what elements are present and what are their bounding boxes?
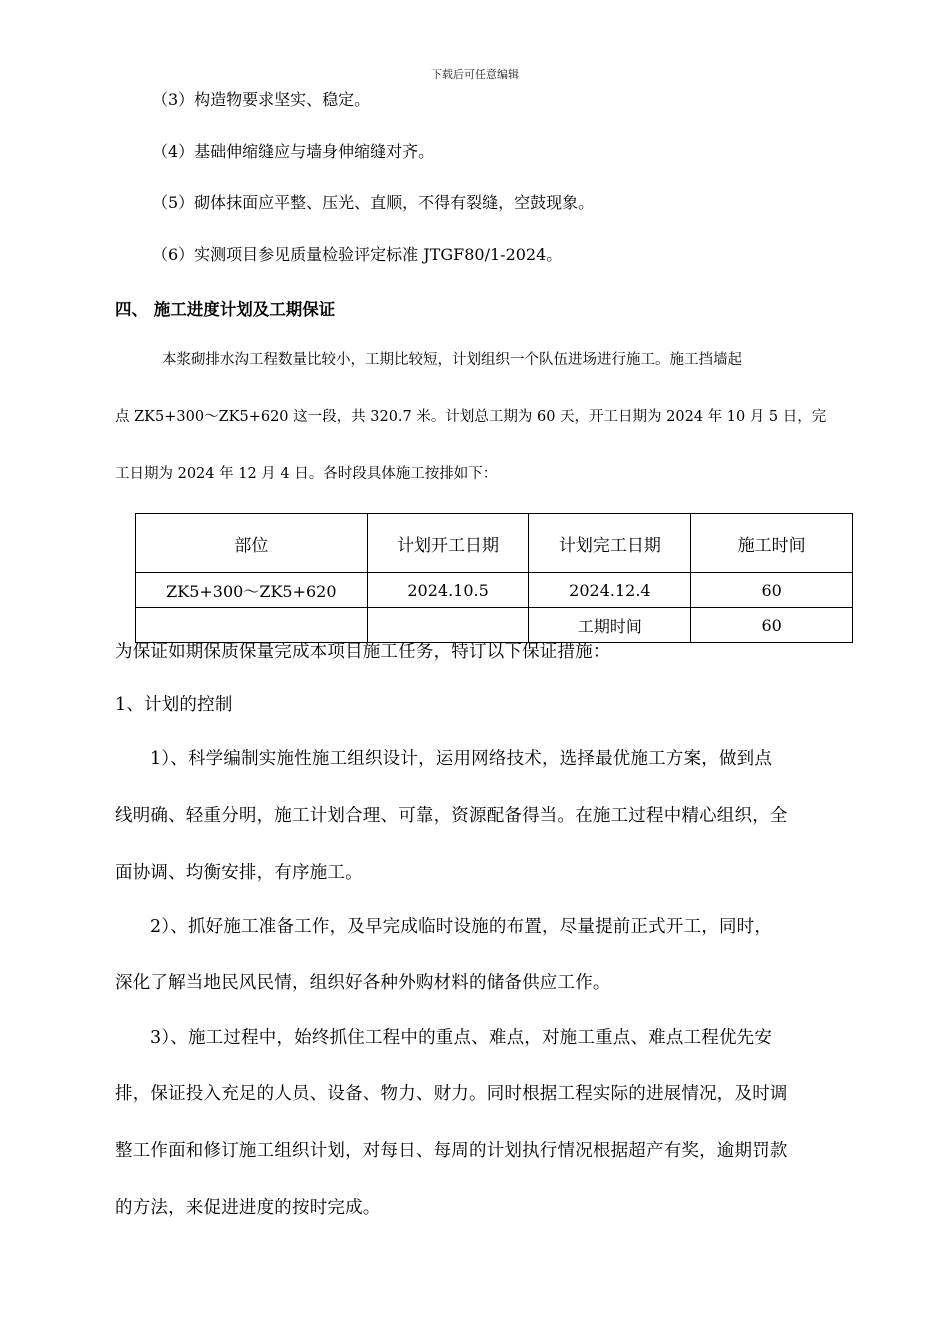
paragraph-line: 工日期为 2024 年 12 月 4 日。各时段具体施工按排如下： (115, 466, 498, 482)
table-cell: 2024.10.5 (367, 573, 529, 608)
table-header-cell: 部位 (136, 514, 368, 573)
subsection-heading: 1、计划的控制 (115, 695, 233, 715)
table-cell: 工期时间 (529, 608, 691, 643)
paragraph-line: 3）、施工过程中，始终抓住工程中的重点、难点，对施工重点、难点工程优先安 (150, 1028, 773, 1048)
list-item: （6）实测项目参见质量检验评定标准 JTGF80/1-2024。 (152, 245, 563, 264)
table-header-cell: 计划完工日期 (529, 514, 691, 573)
paragraph-line: 排，保证投入充足的人员、设备、物力、财力。同时根据工程实际的进展情况，及时调 (115, 1084, 788, 1104)
list-item: （5）砌体抹面应平整、压光、直顺，不得有裂缝，空鼓现象。 (152, 193, 595, 212)
table-cell: 60 (691, 573, 853, 608)
table-row (136, 573, 853, 608)
table-header-cell: 计划开工日期 (367, 514, 529, 573)
table-cell (136, 608, 368, 643)
table-cell: 2024.12.4 (529, 573, 691, 608)
table-cell (367, 608, 529, 643)
list-item: （3）构造物要求坚实、稳定。 (152, 90, 371, 109)
paragraph-line: 2）、抓好施工准备工作，及早完成临时设施的布置，尽量提前正式开工，同时， (150, 917, 773, 937)
header-note: 下载后可任意编辑 (431, 68, 519, 81)
paragraph-line: 整工作面和修订施工组织计划，对每日、每周的计划执行情况根据超产有奖，逾期罚款 (115, 1141, 788, 1161)
section-heading: 四、 施工进度计划及工期保证 (115, 300, 336, 319)
table-header-row (136, 514, 853, 573)
paragraph-line: 1）、科学编制实施性施工组织设计，运用网络技术，选择最优施工方案，做到点 (150, 749, 773, 769)
paragraph-line: 本浆砌排水沟工程数量比较小，工期比较短，计划组织一个队伍进场进行施工。施工挡墙起 (162, 352, 742, 368)
paragraph-line: 深化了解当地民风民情，组织好各种外购材料的储备供应工作。 (115, 973, 611, 993)
paragraph-line: 点 ZK5+300～ZK5+620 这一段，共 320.7 米。计划总工期为 60 天，开工日期为 2024 年 10 月 5 日，完 (115, 409, 827, 425)
paragraph-line: 线明确、轻重分明，施工计划合理、可靠，资源配备得当。在施工过程中精心组织，全 (115, 806, 788, 826)
paragraph-line: 为保证如期保质保量完成本项目施工任务，特订以下保证措施： (115, 642, 611, 662)
paragraph-line: 的方法，来促进进度的按时完成。 (115, 1198, 381, 1218)
schedule-table (135, 513, 853, 643)
table-header-cell: 施工时间 (691, 514, 853, 573)
table-cell: 60 (691, 608, 853, 643)
table-row (136, 608, 853, 643)
table-cell: ZK5+300～ZK5+620 (136, 573, 368, 608)
list-item: （4）基础伸缩缝应与墙身伸缩缝对齐。 (152, 142, 435, 161)
paragraph-line: 面协调、均衡安排，有序施工。 (115, 863, 363, 883)
